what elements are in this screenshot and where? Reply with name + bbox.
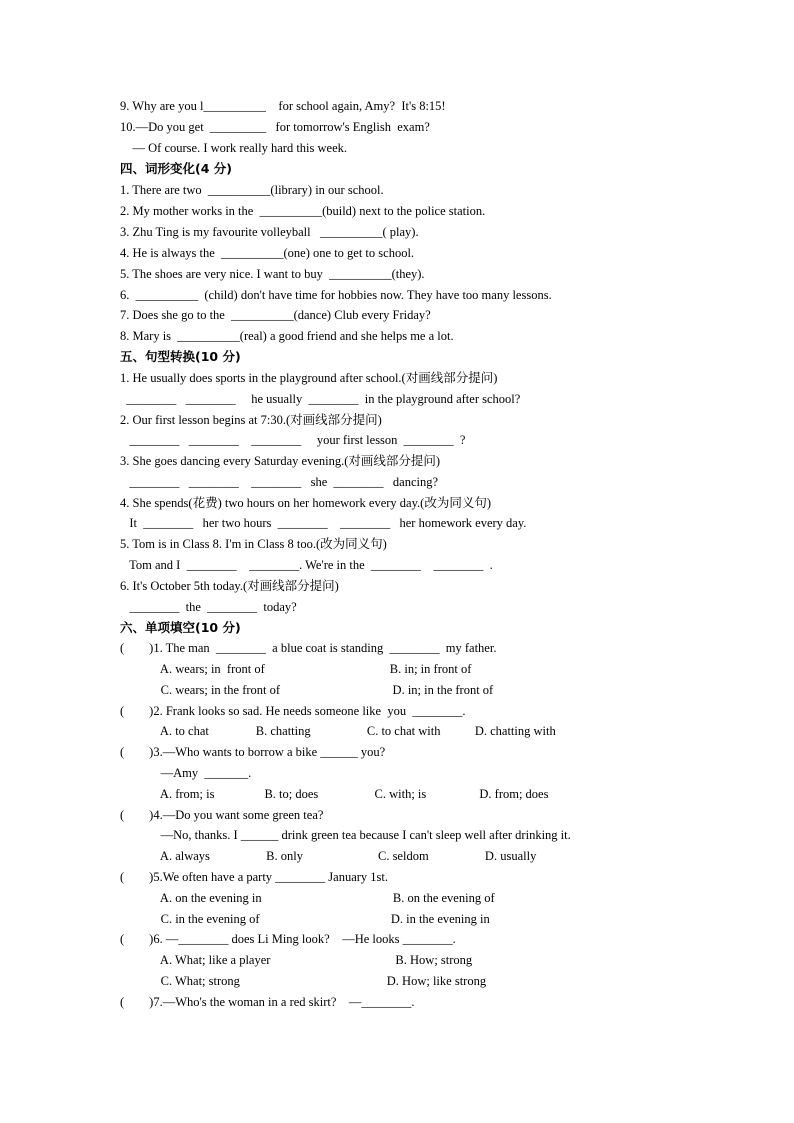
s6-q1-options-cd: C. wears; in the front of D. in; in the front of (120, 683, 494, 697)
s4-q3: 3. Zhu Ting is my favourite volleyball __________( play). (120, 225, 419, 239)
section-6-heading: 六、单项填空(10 分) (120, 620, 241, 635)
s6-q4-reply: —No, thanks. I ______ drink green tea because I can't sleep well after drinking it. (120, 828, 571, 842)
s6-q6: ( )6. —________ does Li Ming look? —He looks ________. (120, 932, 456, 946)
s5-q1: 1. He usually does sports in the playground after school.(对画线部分提问) (120, 371, 498, 385)
q9-line: 9. Why are you l__________ for school again, Amy? It's 8:15! (120, 99, 446, 113)
s4-q2: 2. My mother works in the __________(build) next to the police station. (120, 204, 486, 218)
s4-q7: 7. Does she go to the __________(dance) Club every Friday? (120, 308, 431, 322)
s6-q7: ( )7.—Who's the woman in a red skirt? —________. (120, 995, 415, 1009)
s6-q3-reply: —Amy _______. (120, 766, 252, 780)
s5-q5-answer: Tom and I ________ ________. We're in the ________ ________ . (120, 558, 493, 572)
section-5-heading: 五、句型转换(10 分) (120, 349, 241, 364)
s6-q3-options: A. from; is B. to; does C. with; is D. from; does (120, 787, 549, 801)
q10-answer-line: — Of course. I work really hard this week. (120, 141, 348, 155)
s4-q1: 1. There are two __________(library) in our school. (120, 183, 384, 197)
s5-q1-answer: ________ ________ he usually ________ in the playground after school? (120, 392, 521, 406)
s5-q2-answer: ________ ________ ________ your first lesson ________ ? (120, 433, 466, 447)
s6-q1: ( )1. The man ________ a blue coat is standing ________ my father. (120, 641, 497, 655)
s5-q6-answer: ________ the ________ today? (120, 600, 297, 614)
s5-q3-answer: ________ ________ ________ she ________ dancing? (120, 475, 439, 489)
s4-q5: 5. The shoes are very nice. I want to buy __________(they). (120, 267, 425, 281)
s5-q6: 6. It's October 5th today.(对画线部分提问) (120, 579, 339, 593)
s5-q5: 5. Tom is in Class 8. I'm in Class 8 too.(改为同义句) (120, 537, 387, 551)
s4-q8: 8. Mary is __________(real) a good friend and she helps me a lot. (120, 329, 454, 343)
s4-q4: 4. He is always the __________(one) one to get to school. (120, 246, 415, 260)
s6-q3: ( )3.—Who wants to borrow a bike ______ you? (120, 745, 386, 759)
s6-q6-options-ab: A. What; like a player B. How; strong (120, 953, 473, 967)
s5-q3: 3. She goes dancing every Saturday evening.(对画线部分提问) (120, 454, 441, 468)
s6-q5: ( )5.We often have a party ________ January 1st. (120, 870, 389, 884)
s6-q2: ( )2. Frank looks so sad. He needs someone like you ________. (120, 704, 466, 718)
s5-q2: 2. Our first lesson begins at 7:30.(对画线部分提问) (120, 413, 382, 427)
s6-q5-options-cd: C. in the evening of D. in the evening in (120, 912, 490, 926)
s5-q4-answer: It ________ her two hours ________ ________ her homework every day. (120, 516, 527, 530)
q10-line: 10.—Do you get _________ for tomorrow's English exam? (120, 120, 430, 134)
s6-q2-options: A. to chat B. chatting C. to chat with D. chatting with (120, 724, 556, 738)
s6-q4: ( )4.—Do you want some green tea? (120, 808, 324, 822)
s6-q6-options-cd: C. What; strong D. How; like strong (120, 974, 487, 988)
s5-q4: 4. She spends(花费) two hours on her homework every day.(改为同义句) (120, 496, 491, 510)
section-4-heading: 四、词形变化(4 分) (120, 161, 232, 176)
s4-q6: 6. __________ (child) don't have time for hobbies now. They have too many lessons. (120, 288, 552, 302)
s6-q1-options-ab: A. wears; in front of B. in; in front of (120, 662, 472, 676)
s6-q4-options: A. always B. only C. seldom D. usually (120, 849, 537, 863)
s6-q5-options-ab: A. on the evening in B. on the evening of (120, 891, 495, 905)
